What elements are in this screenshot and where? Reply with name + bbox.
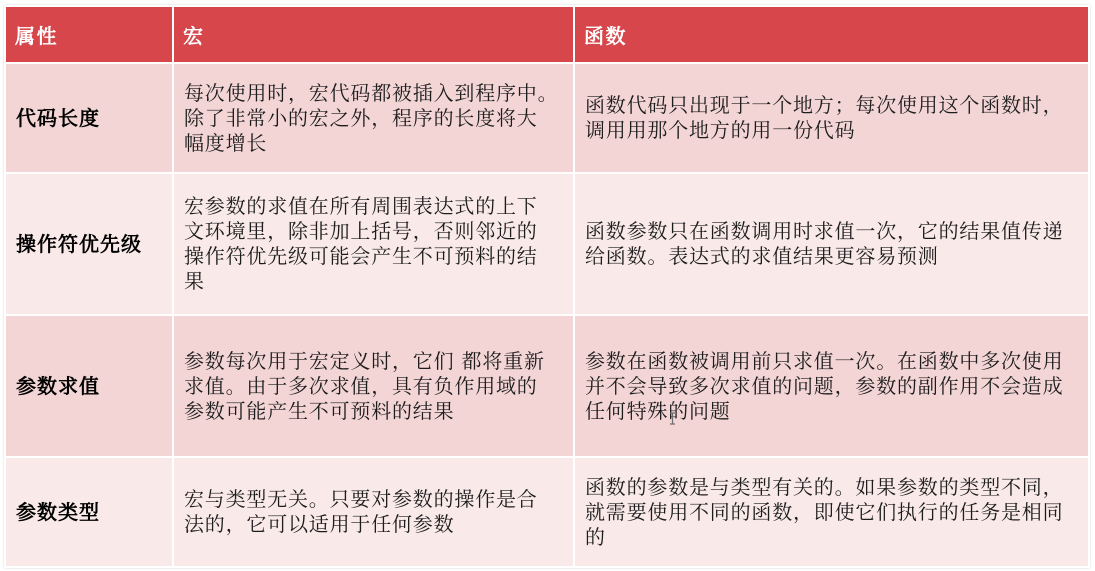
function-text-line: 函数的参数是与类型有关的。如果参数的类型不同， — [585, 474, 1064, 499]
table-row-operator-precedence — [6, 174, 1088, 314]
function-cell-code-length — [575, 64, 1088, 172]
header-cell-function — [575, 7, 1088, 62]
function-text-line: 函数代码只出现于一个地方；每次使用这个函数时， — [585, 93, 1064, 117]
table-header-row — [6, 7, 1088, 62]
header-cell-attribute — [6, 7, 172, 62]
function-text-line: 参数在函数被调用前只求值一次。在函数中多次使用 — [585, 348, 1064, 373]
table-row-argument-evaluation — [6, 316, 1088, 456]
macro-text-line: 参数可能产生不可预料的结果 — [184, 398, 455, 423]
macro-text-line: 每次使用时，宏代码都被插入到程序中。 — [184, 80, 559, 105]
macro-text-line: 幅度增长 — [184, 130, 268, 155]
function-text-line: 函数参数只在函数调用时求值一次，它的结果值传递 — [585, 219, 1064, 243]
mouse-pointer-icon — [669, 412, 676, 425]
macro-text-line: 文环境里，除非加上括号，否则邻近的 — [184, 219, 538, 243]
macro-vs-function-table — [4, 5, 1090, 568]
header-label-function: 函数 — [584, 24, 627, 48]
function-text-line: 并不会导致多次求值的问题，参数的副作用不会造成 — [585, 373, 1064, 398]
function-text-line: 给函数。表达式的求值结果更容易预测 — [585, 244, 939, 268]
function-text-line: 的 — [585, 524, 606, 549]
macro-text-line: 除了非常小的宏之外，程序的长度将大 — [184, 105, 538, 130]
macro-text-line: 宏与类型无关。只要对参数的操作是合 — [184, 487, 538, 511]
row-label-operator-precedence — [6, 174, 172, 314]
table-row-code-length — [6, 64, 1088, 172]
row-label-text: 参数求值 — [16, 373, 100, 398]
macro-cell-argument-evaluation — [174, 316, 573, 456]
macro-text-line: 操作符优先级可能会产生不可预料的结 — [184, 244, 538, 268]
function-text-line: 就需要使用不同的函数，即使它们执行的任务是相同 — [585, 499, 1064, 524]
header-cell-macro — [174, 7, 573, 62]
macro-cell-argument-type — [174, 458, 573, 566]
header-label-macro: 宏 — [183, 24, 205, 48]
row-label-text: 代码长度 — [16, 105, 100, 130]
function-cell-argument-type — [575, 458, 1088, 566]
row-label-argument-type — [6, 458, 172, 566]
macro-text-line: 宏参数的求值在所有周围表达式的上下 — [184, 194, 538, 218]
function-text-line: 调用用那个地方的用一份代码 — [585, 118, 856, 142]
macro-cell-code-length — [174, 64, 573, 172]
function-text-line: 任何特殊的问题 — [585, 398, 731, 423]
row-label-argument-evaluation — [6, 316, 172, 456]
row-label-text: 操作符优先级 — [16, 231, 142, 256]
macro-cell-operator-precedence — [174, 174, 573, 314]
function-cell-operator-precedence — [575, 174, 1088, 314]
macro-text-line: 求值。由于多次求值，具有负作用域的 — [184, 373, 538, 398]
macro-text-line: 参数每次用于宏定义时，它们 都将重新 — [184, 348, 545, 373]
row-label-text: 参数类型 — [16, 499, 100, 524]
row-label-code-length — [6, 64, 172, 172]
macro-text-line: 法的，它可以适用于任何参数 — [184, 512, 455, 536]
macro-text-line: 果 — [184, 269, 205, 293]
header-label-attribute: 属性 — [15, 24, 58, 48]
function-cell-argument-evaluation — [575, 316, 1088, 456]
table-row-argument-type — [6, 458, 1088, 566]
